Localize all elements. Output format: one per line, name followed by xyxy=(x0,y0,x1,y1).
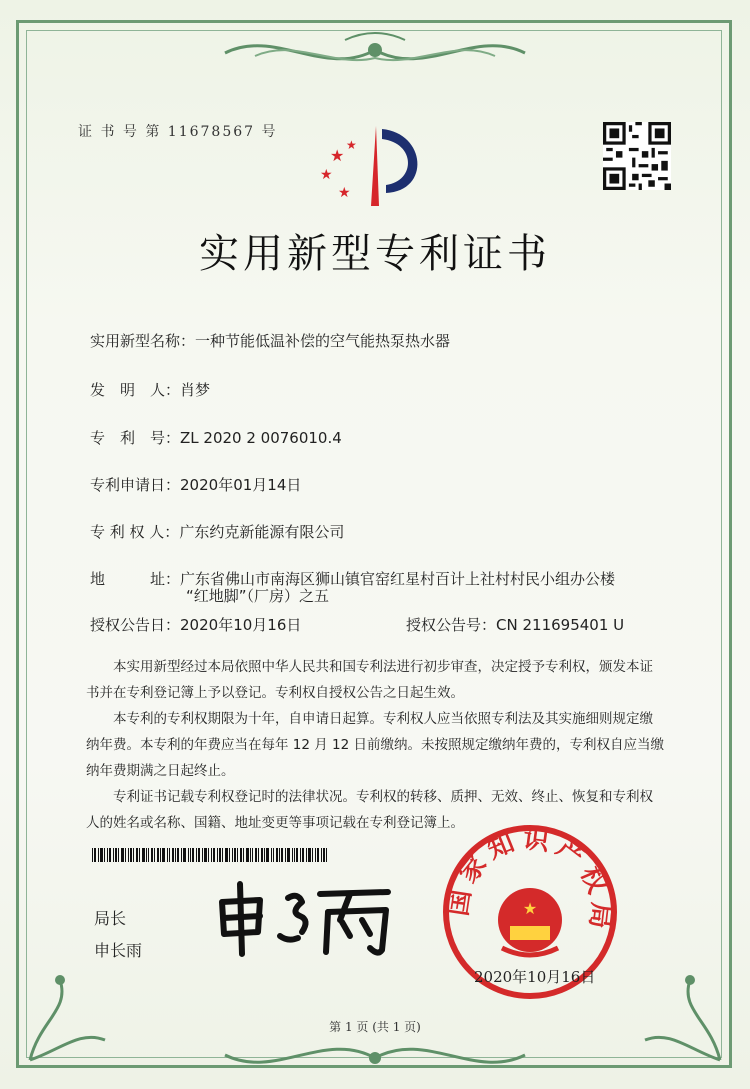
svg-text:★: ★ xyxy=(522,899,538,918)
cnipa-logo xyxy=(316,121,436,211)
director-name: 申长雨 xyxy=(94,941,143,960)
bottom-ornament xyxy=(215,1040,535,1080)
utility-model-name-row xyxy=(90,330,450,351)
patent-no: ZL 2020 2 0076010.4 xyxy=(180,429,342,447)
grant-date: 2020年10月16日 xyxy=(180,616,302,634)
grant-pub-no-row xyxy=(406,614,624,635)
corner-ornament-bl xyxy=(20,960,110,1070)
filing-date-row xyxy=(90,474,301,495)
svg-text:★: ★ xyxy=(346,138,357,152)
seal-date: 2020年10月16日 xyxy=(474,968,596,986)
patentee-row xyxy=(90,521,344,542)
address-row xyxy=(90,568,615,589)
utility-model-name: 一种节能低温补偿的空气能热泵热水器 xyxy=(195,332,451,350)
inventor: 肖梦 xyxy=(180,381,211,399)
utility-model-name-label: 实用新型名称： xyxy=(90,332,196,350)
grant-date-label: 授权公告日： xyxy=(90,616,181,634)
barcode xyxy=(92,848,332,862)
inventor-label: 发 明 人： xyxy=(90,381,181,399)
top-ornament xyxy=(215,28,535,78)
qr-code xyxy=(603,122,671,190)
address-label: 地 址： xyxy=(90,570,181,588)
address-line1: 广东省佛山市南海区狮山镇官窑红星村百计上社村村民小组办公楼 xyxy=(180,570,616,588)
director-title: 局长 xyxy=(94,909,127,928)
patentee: 广东约克新能源有限公司 xyxy=(179,523,345,541)
certificate-number: 证 书 号 第 11678567 号 xyxy=(78,124,278,140)
svg-text:★: ★ xyxy=(320,167,333,183)
director-signature xyxy=(210,880,400,960)
page-footer: 第 1 页 (共 1 页) xyxy=(329,1020,421,1034)
paragraph-legal-status: 专利证书记载专利权登记时的法律状况。专利权的转移、质押、无效、终止、恢复和专利权人的姓名或名称、国籍、地址变更等事项记载在专利登记簿上。 xyxy=(86,789,653,831)
grant-date-row xyxy=(90,614,301,635)
filing-date: 2020年01月14日 xyxy=(180,476,302,494)
filing-date-label: 专利申请日： xyxy=(90,476,181,494)
svg-text:★: ★ xyxy=(330,146,345,165)
corner-ornament-br xyxy=(640,960,730,1070)
patent-no-row xyxy=(90,427,342,448)
address-line2: “红地脚”（厂房）之五 xyxy=(186,587,330,605)
paragraph-grant: 本实用新型经过本局依照中华人民共和国专利法进行初步审查，决定授予专利权，颁发本证书并在专利登记簿上予以登记。专利权自授权公告之日起生效。 xyxy=(86,659,653,701)
inventor-row xyxy=(90,379,210,400)
patentee-label: 专 利 权 人： xyxy=(90,523,180,541)
grant-pub-no-label: 授权公告号： xyxy=(406,616,497,634)
svg-text:国家知识产权局: 国家知识产权局 xyxy=(443,824,617,937)
certificate-title: 实用新型专利证书 xyxy=(199,231,551,277)
grant-pub-no: CN 211695401 U xyxy=(496,616,625,634)
svg-text:★: ★ xyxy=(338,185,351,201)
paragraph-term: 本专利的专利权期限为十年，自申请日起算。专利权人应当依照专利法及其实施细则规定缴纳年费。本专利的年费应当在每年 12 月 12 日前缴纳。未按照规定缴纳年费的，专利权自应当缴纳年费期满之日起终止。 xyxy=(86,711,665,779)
patent-no-label: 专 利 号： xyxy=(90,429,181,447)
